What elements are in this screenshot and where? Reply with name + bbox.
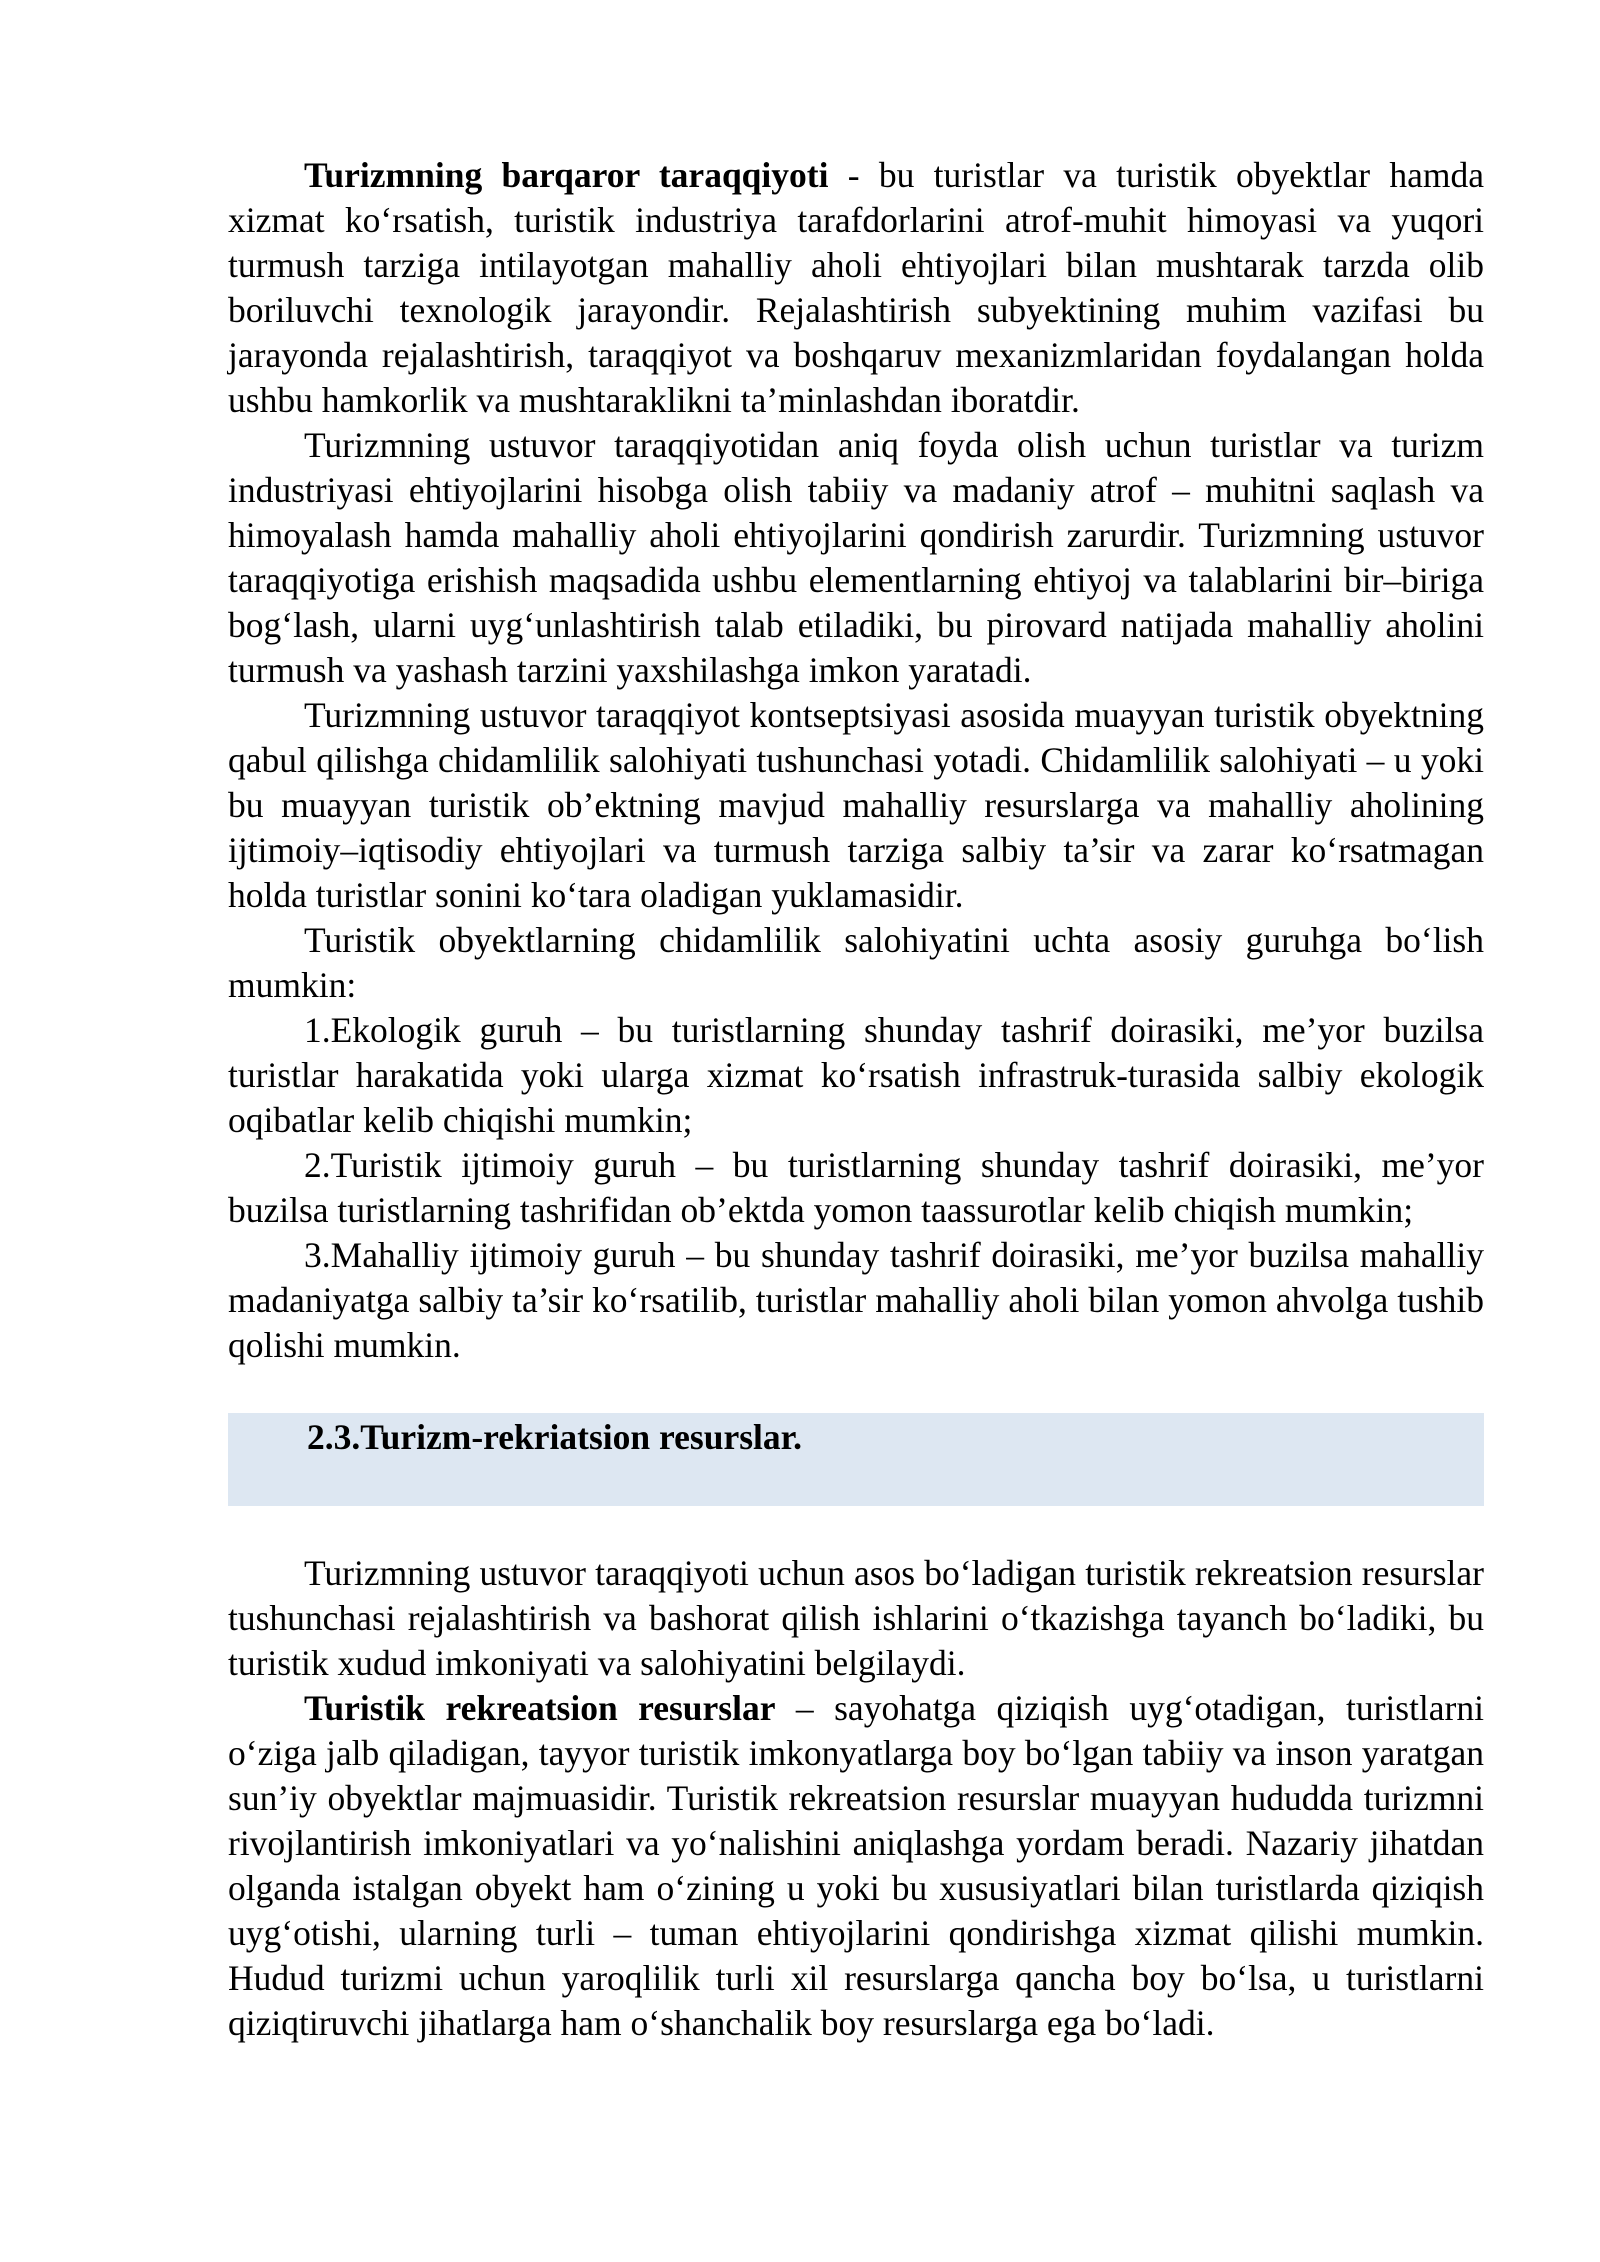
section-heading-band — [228, 1413, 1484, 1506]
definition-text: – sayohatga qiziqish uyg‘otadigan, turistlarni o‘ziga jalb qiladigan, tayyor turistik imkonyatlarga boy bo‘lgan tabiiy va inson yaratgan sun’iy obyektlar majmuasidir. Turistik rekreatsion resurslar muayyan hududda turizmni rivojlantirish imkoniyatlari va yo‘nalishini aniqlashga yordam beradi. Nazariy jihatdan olganda istalgan obyekt ham o‘zining u yoki bu xususiyatlari bilan turistlarda qiziqish uyg‘otishi, ularning turli – tuman ehtiyojlarini qondirishga xizmat qilishi mumkin. Hudud turizmi uchun yaroqlilik turli xil resurslarga qancha boy bo‘lsa, u turistlarni qiziqtiruvchi jihatlarga ham o‘shanchalik boy resurslarga ega bo‘ladi. — [228, 1688, 1484, 2043]
section-heading: 2.3.Turizm-rekriatsion resurslar. — [307, 1417, 803, 1457]
paragraph-recreational-resources-intro: Turizmning ustuvor taraqqiyoti uchun asos bo‘ladigan turistik rekreatsion resurslar tushunchasi rejalashtirish va bashorat qilish ishlarini o‘tkazishga tayanch bo‘ladiki, bu turistik xudud imkoniyati va salohiyatini belgilaydi. — [228, 1553, 1484, 1683]
paragraph-capacity-concept: Turizmning ustuvor taraqqiyot kontseptsiyasi asosida muayyan turistik obyektning qabul qilishga chidamlilik salohiyati tushunchasi yotadi. Chidamlilik salohiyati – u yoki bu muayyan turistik ob’ektning mavjud mahalliy resurslarga va mahalliy aholining ijtimoiy–iqtisodiy ehtiyojlari va turmush tarziga salbiy ta’sir va zarar ko‘rsatmagan holda turistlar sonini ko‘tara oladigan yuklamasidir. — [228, 695, 1484, 915]
term-sustainable-development: Turizmning barqaror taraqqiyoti — [304, 155, 829, 195]
list-item-local-social-group: 3.Mahalliy ijtimoiy guruh – bu shunday tashrif doirasiki, me’yor buzilsa mahalliy madaniyatga salbiy ta’sir ko‘rsatilib, turistlar mahalliy aholi bilan yomon ahvolga tushib qolishi mumkin. — [228, 1235, 1484, 1365]
list-item-ecological-group: 1.Ekologik guruh – bu turistlarning shunday tashrif doirasiki, me’yor buzilsa turistlar harakatida yoki ularga xizmat ko‘rsatish infrastruk-turasida salbiy ekologik oqibatlar kelib chiqishi mumkin; — [228, 1010, 1484, 1140]
paragraph-benefits: Turizmning ustuvor taraqqiyotidan aniq foyda olish uchun turistlar va turizm industriyasi ehtiyojlarini hisobga olish tabiiy va madaniy atrof – muhitni saqlash va himoyalash hamda mahalliy aholi ehtiyojlarini qondirish zarurdir. Turizmning ustuvor taraqqiyotiga erishish maqsadida ushbu elementlarning ehtiyoj va talablarini bir–biriga bog‘lash, ularni uyg‘unlashtirish talab etiladiki, bu pirovard natijada mahalliy aholini turmush va yashash tarzini yaxshilashga imkon yaratadi. — [228, 425, 1484, 690]
paragraph-sustainable-development — [228, 153, 1484, 423]
list-item-tourist-social-group: 2.Turistik ijtimoiy guruh – bu turistlarning shunday tashrif doirasiki, me’yor buzilsa turistlarning tashrifidan ob’ektda yomon taassurotlar kelib chiqish mumkin; — [228, 1145, 1484, 1230]
definition-text: - bu turistlar va turistik obyektlar hamda xizmat ko‘rsatish, turistik industriya tarafdorlarini atrof-muhit himoyasi va yuqori turmush tarziga intilayotgan mahalliy aholi ehtiyojlari bilan mushtarak tarzda olib boriluvchi texnologik jarayondir. Rejalashtirish subyektining muhim vazifasi bu jarayonda rejalashtirish, taraqqiyot va boshqaruv mexanizmlaridan foydalangan holda ushbu hamkorlik va mushtaraklikni ta’minlashdan iboratdir. — [228, 155, 1484, 420]
paragraph-capacity-groups: Turistik obyektlarning chidamlilik salohiyatini uchta asosiy guruhga bo‘lish mumkin: — [228, 920, 1484, 1005]
term-recreational-resources: Turistik rekreatsion resurslar — [304, 1688, 776, 1728]
paragraph-recreational-resources-definition — [228, 1686, 1484, 2046]
document-page — [228, 153, 1484, 2046]
